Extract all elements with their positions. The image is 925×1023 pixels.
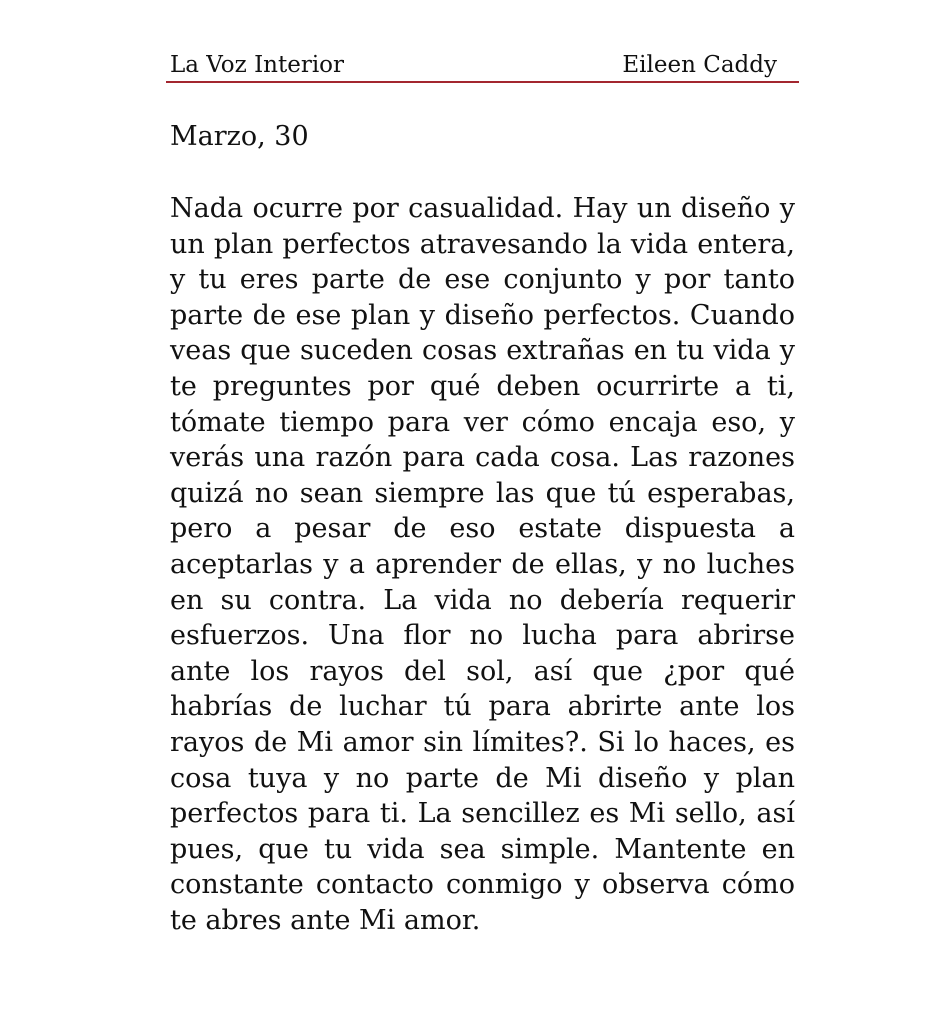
book-title: La Voz Interior [170,52,345,78]
entry-date: Marzo, 30 [170,121,309,152]
entry-body-text: Nada ocurre por casualidad. Hay un diseño y un plan perfectos atravesando la vida entera, y tu eres parte de ese conjunto y por tanto parte de ese plan y diseño perfectos. Cuando veas que suceden cosas extrañas en tu vida y te preguntes por qué deben ocurrirte a ti, tómate tiempo para ver cómo encaja eso, y verás una razón para cada cosa. Las razones quizá no sean siempre las que tú esperabas, pero a pesar de eso estate dispuesta a aceptarlas y a aprender de ellas, y no luches en su contra. La vida no debería requerir esfuerzos. Una flor no lucha para abrirse ante los rayos del sol, así que ¿por qué habrías de luchar tú para abrirte ante los rayos de Mi amor sin límites?. Si lo haces, es cosa tuya y no parte de Mi diseño y plan perfectos para ti. La sencillez es Mi sello, así pues, que tu vida sea simple. Mantente en constante contacto conmigo y observa cómo te abres ante Mi amor. [170,193,795,936]
author-name: Eileen Caddy [622,52,777,78]
running-header [166,50,799,83]
